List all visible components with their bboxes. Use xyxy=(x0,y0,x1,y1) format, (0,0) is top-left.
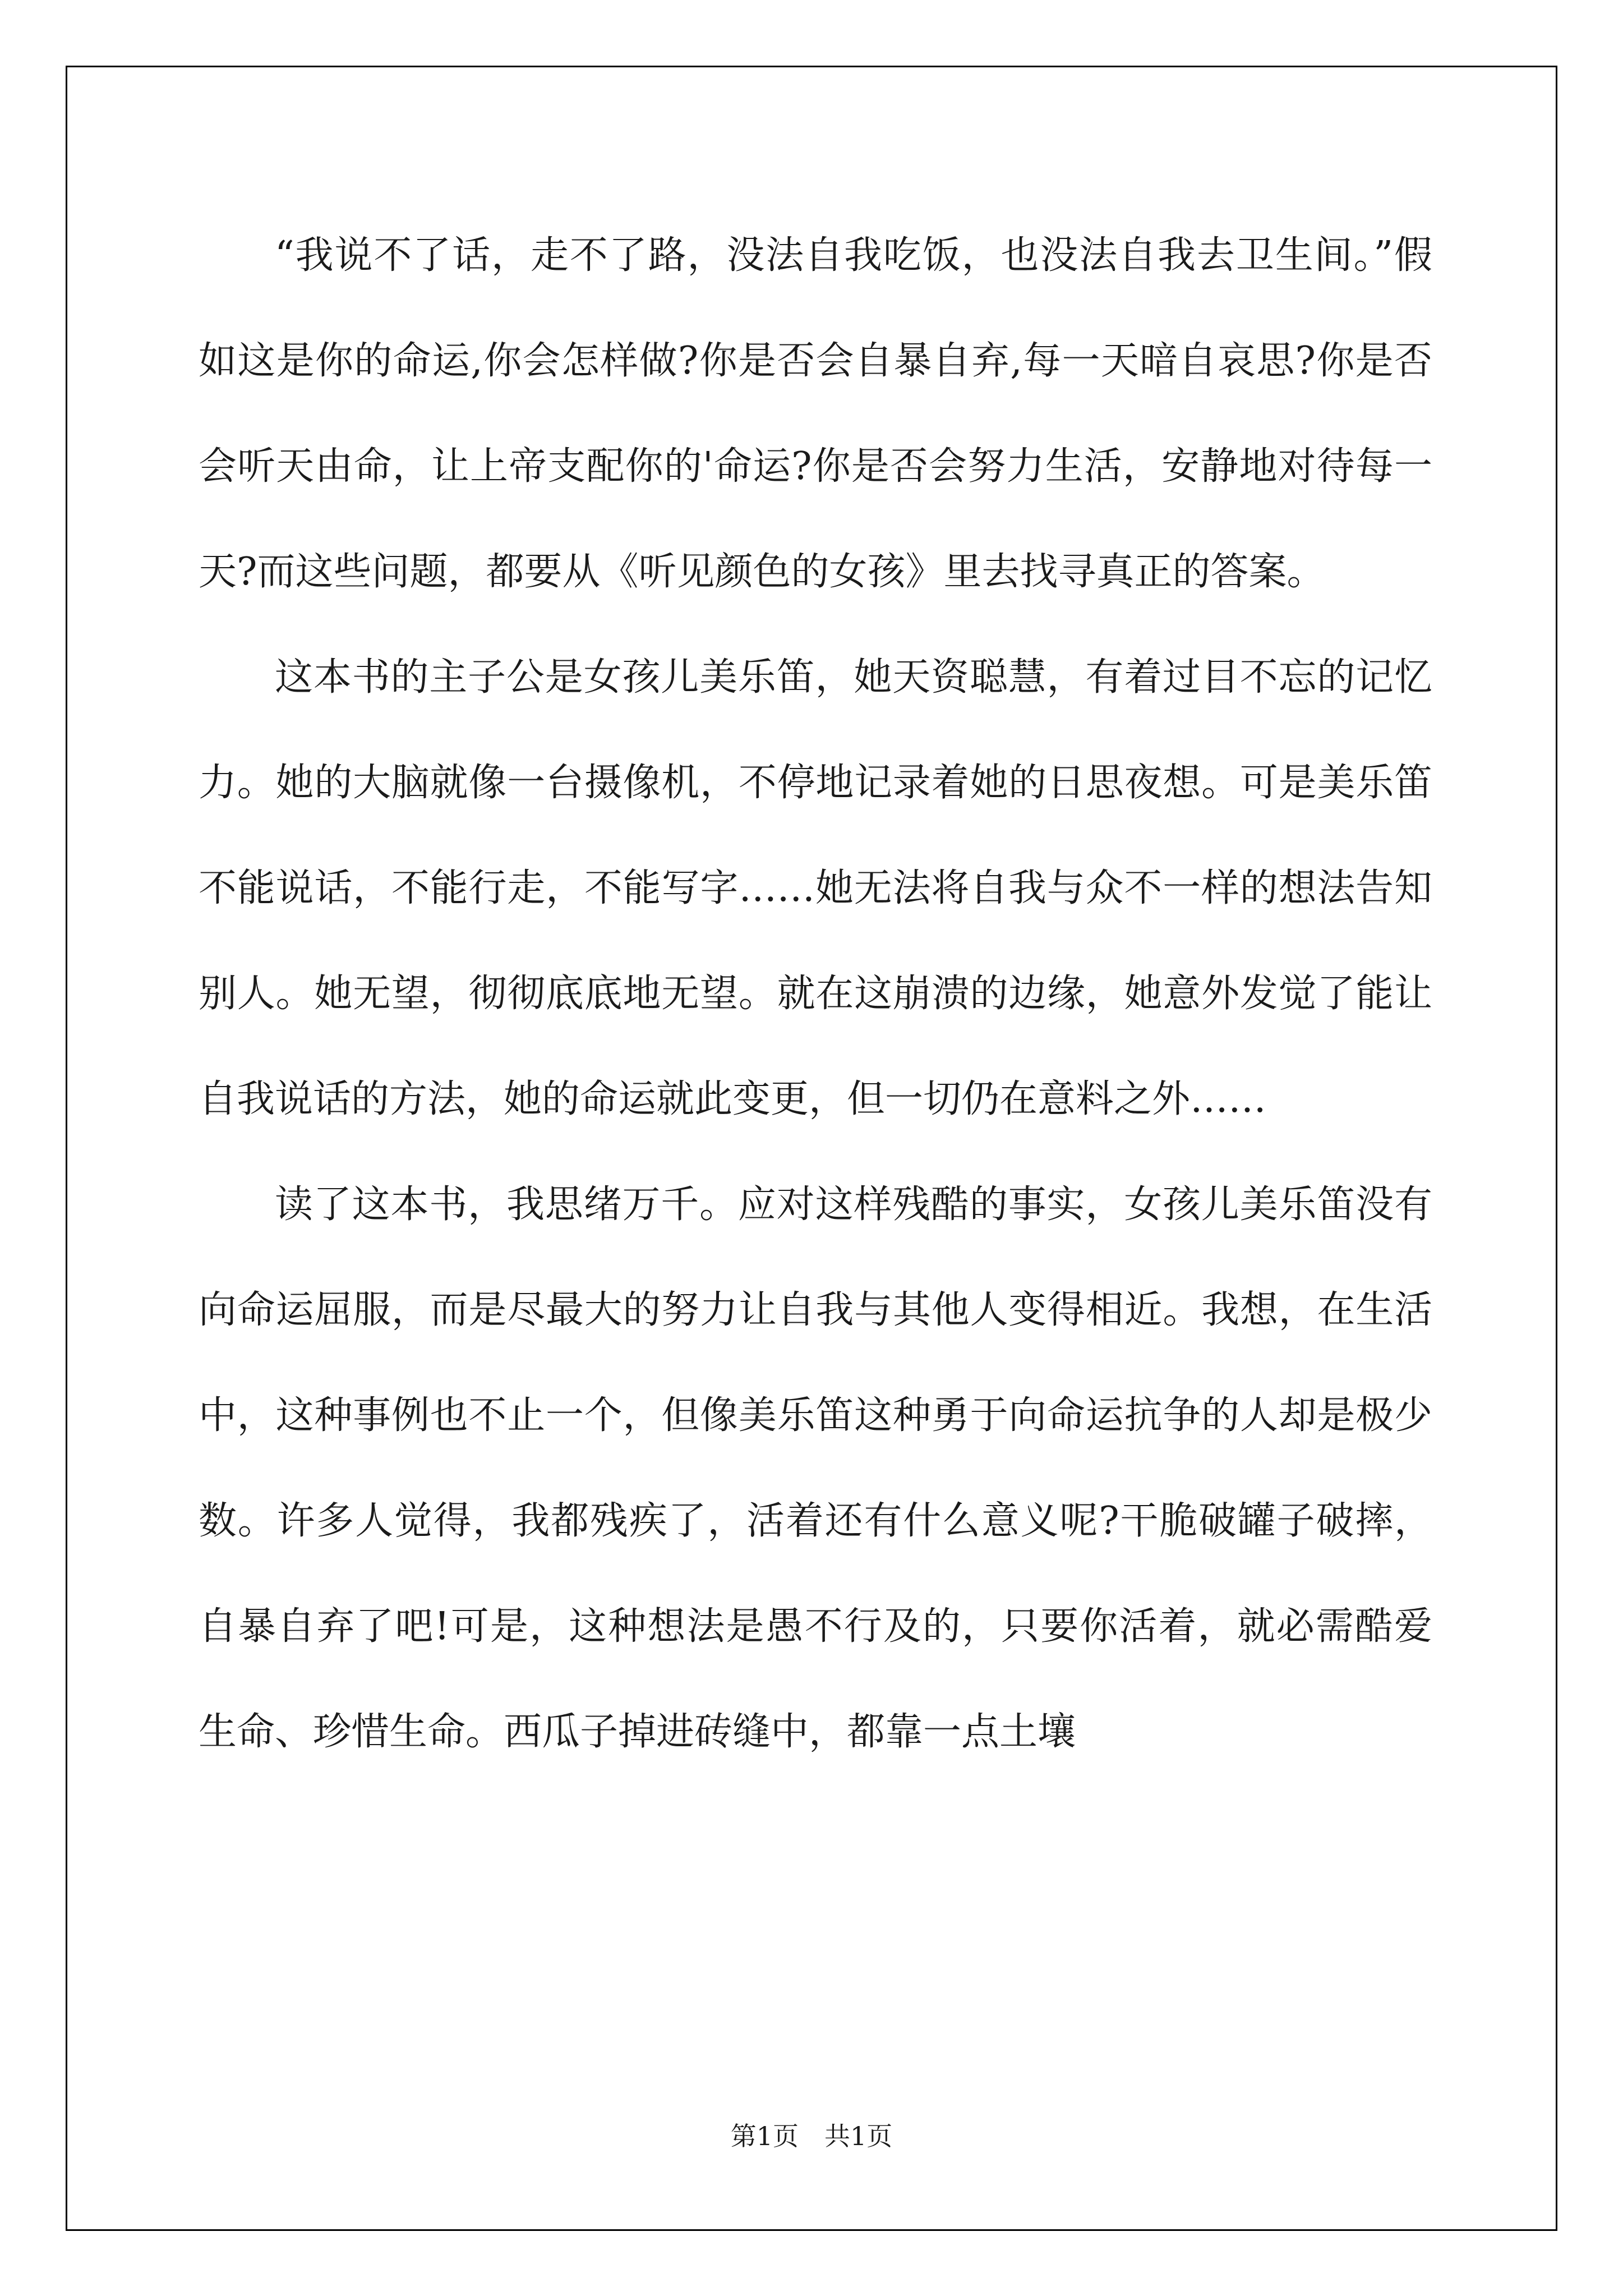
page-footer: 第1页 共1页 xyxy=(730,2121,893,2151)
paragraph-2: 这本书的主子公是女孩儿美乐笛，她天资聪慧，有着过目不忘的记忆力。她的大脑就像一台摄像机，不停地记录着她的日思夜想。可是美乐笛不能说话，不能行走，不能写字……她无法将自我与众不一样的想法告知别人。她无望，彻彻底底地无望。就在这崩溃的边缘，她意外发觉了能让自我说话的方法，她的命运就此变更，但一切仍在意料之外…… xyxy=(199,655,1432,1121)
paragraph-1: “我说不了话，走不了路，没法自我吃饭，也没法自我去卫生间。”假如这是你的命运,你会怎样做?你是否会自暴自弃,每一天暗自哀思?你是否会听天由命，让上帝支配你的'命运?你是否会努力生活，安静地对待每一天?而这些问题，都要从《听见颜色的女孩》里去找寻真正的答案。 xyxy=(199,233,1432,594)
document-body xyxy=(199,203,1432,1785)
paragraph-3: 读了这本书，我思绪万千。应对这样残酷的事实，女孩儿美乐笛没有向命运屈服，而是尽最大的努力让自我与其他人变得相近。我想，在生活中，这种事例也不止一个，但像美乐笛这种勇于向命运抗争的人却是极少数。许多人觉得，我都残疾了，活着还有什么意义呢?干脆破罐子破摔，自暴自弃了吧!可是，这种想法是愚不行及的，只要你活着，就必需酷爱生命、珍惜生命。西瓜子掉进砖缝中，都靠一点土壤 xyxy=(199,1182,1432,1754)
